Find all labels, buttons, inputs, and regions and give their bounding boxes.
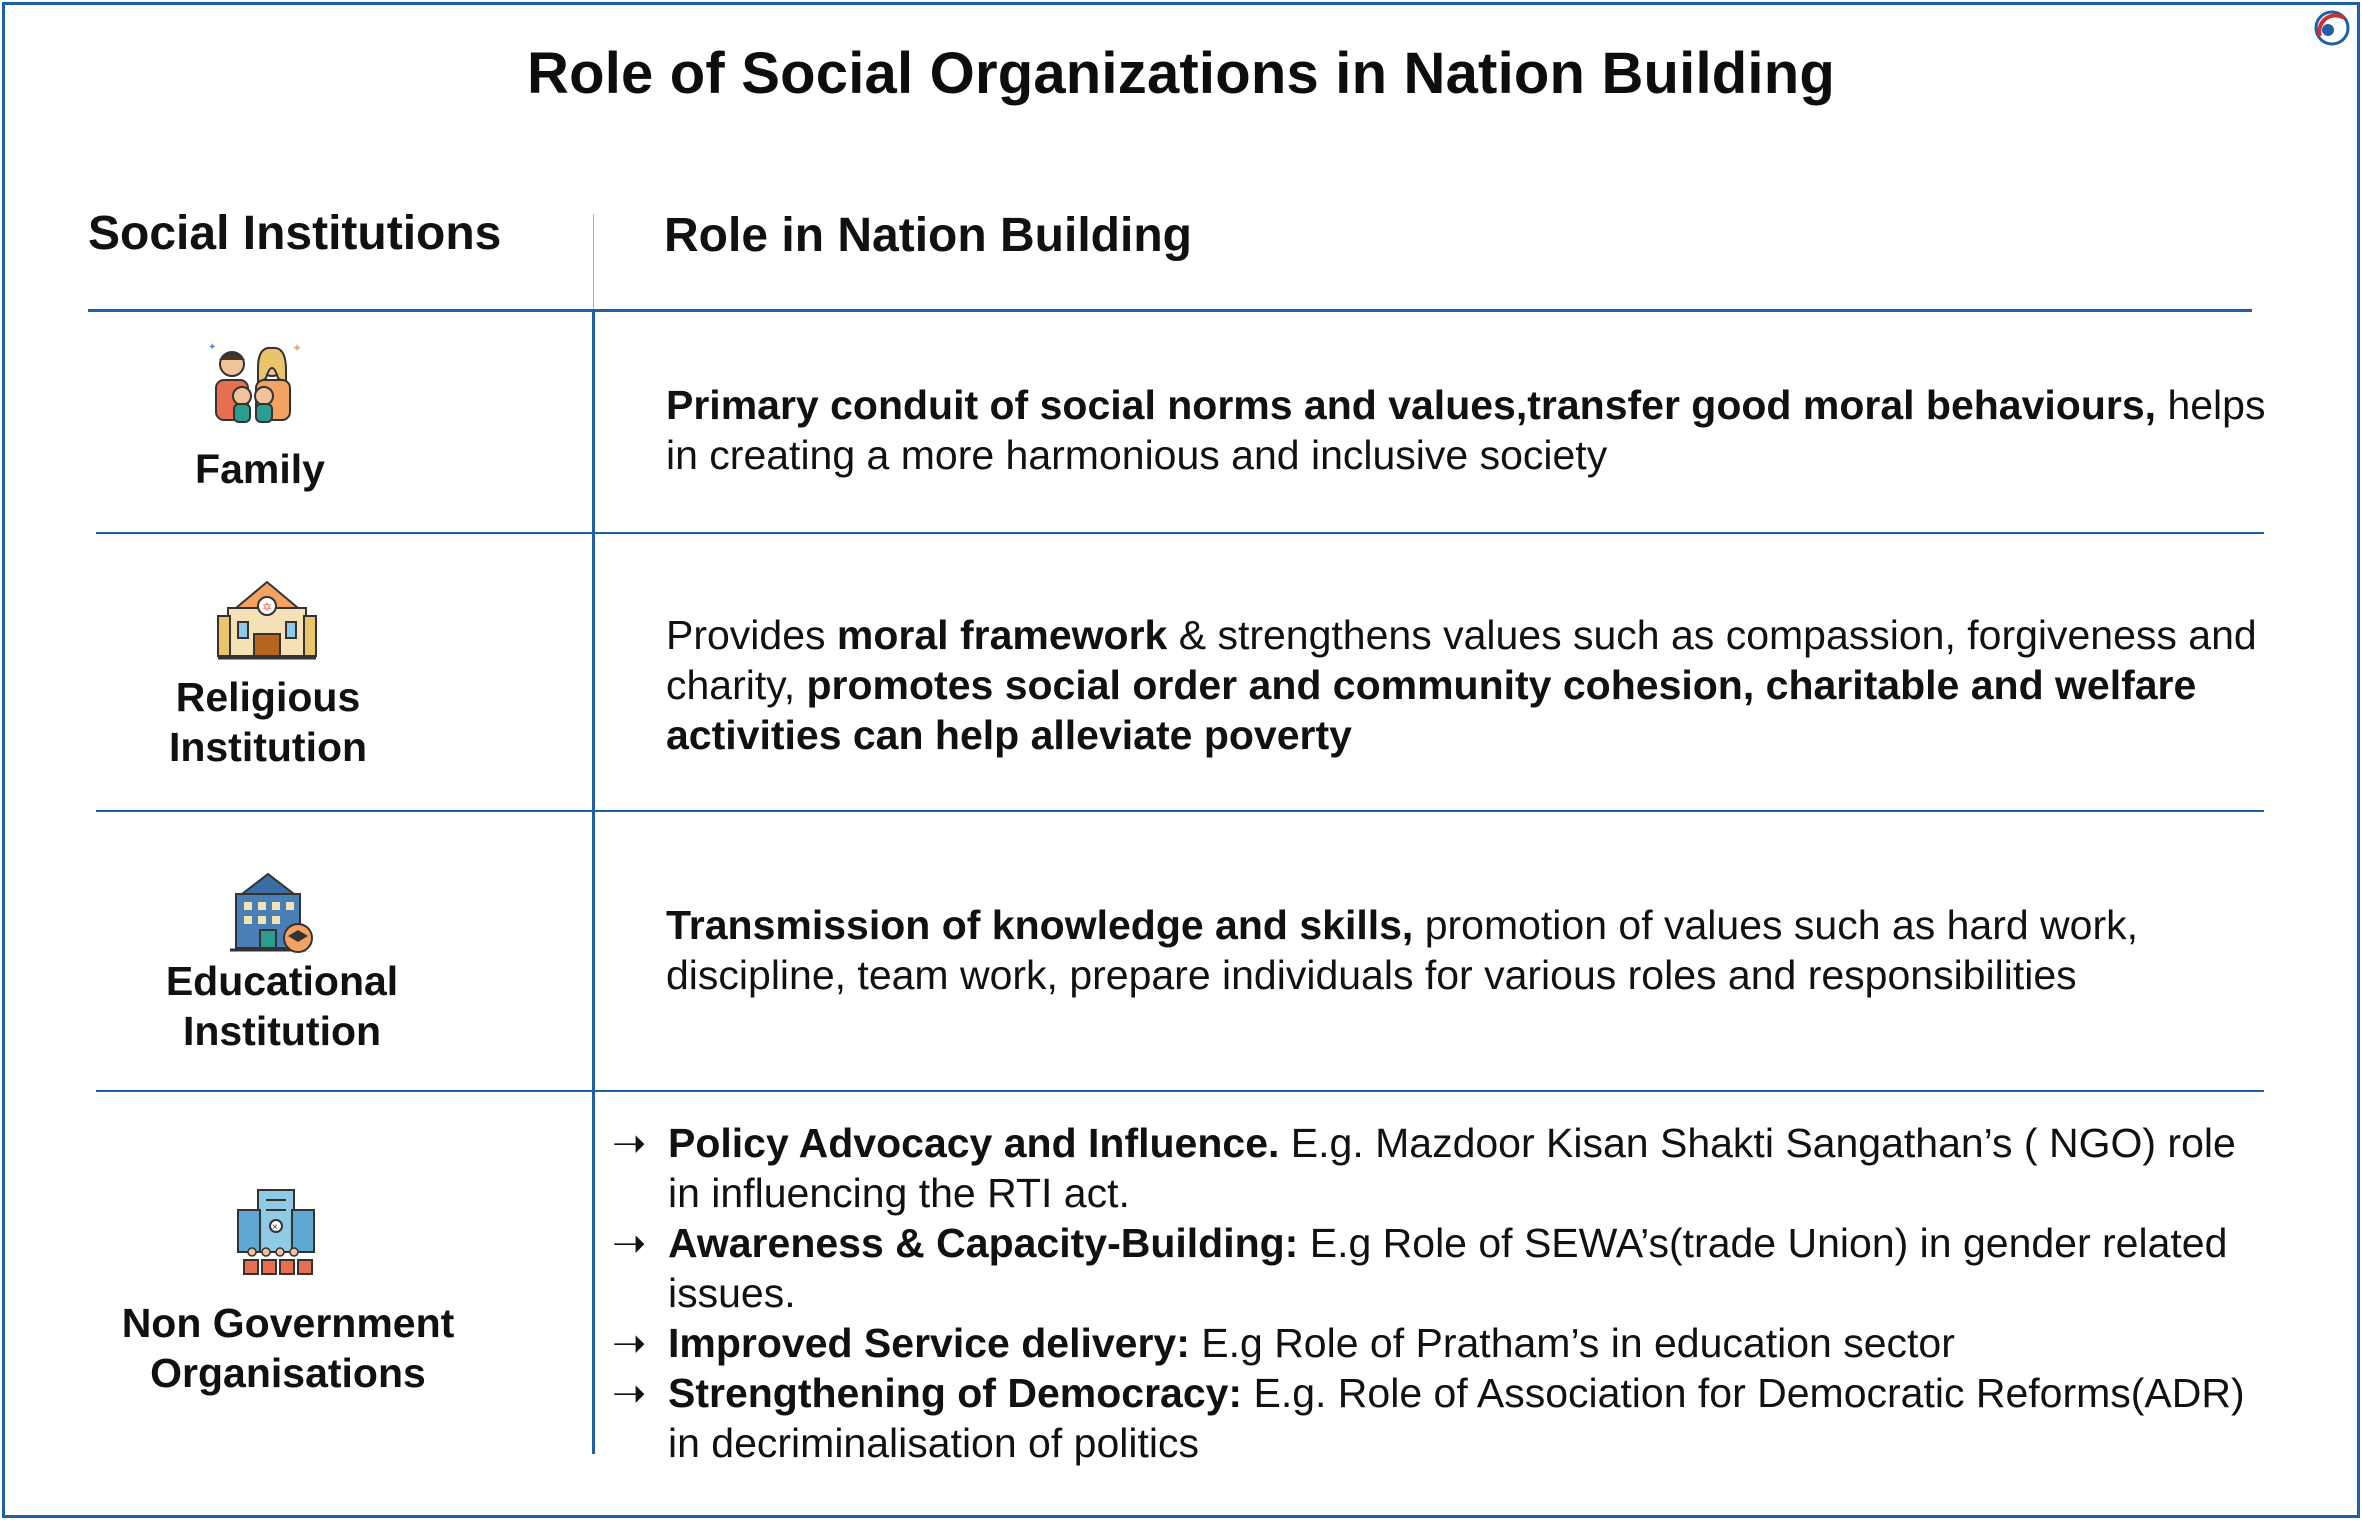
arrow-right-icon: ➝ — [612, 1220, 647, 1266]
svg-text:✦: ✦ — [292, 341, 303, 355]
column-divider — [592, 310, 595, 1454]
row-label-line: Non Government — [121, 1300, 455, 1346]
row-divider — [96, 1090, 2264, 1092]
svg-text:×: × — [272, 1222, 278, 1233]
row-label-line: Educational — [165, 958, 399, 1004]
role-text: Provides — [666, 612, 837, 658]
bullet-text-bold: Policy Advocacy and Influence. — [668, 1120, 1280, 1166]
bullet-text-bold: Strengthening of Democracy: — [668, 1370, 1243, 1416]
bullet-text: E.g. Mazdoor Kisan Shakti Sangathan’s ( NGO) role in influencing the RTI act. — [668, 1120, 2236, 1216]
role-text-bold: promotes social order and community cohesion, charitable and welfare activities can help alleviate poverty — [666, 662, 2197, 758]
role-educational — [666, 900, 2266, 1000]
page-title: Role of Social Organizations in Nation Building — [527, 41, 1835, 106]
role-religious — [666, 610, 2266, 760]
arrow-right-icon: ➝ — [612, 1120, 647, 1166]
row-divider — [96, 810, 2264, 812]
role-text: promotion of values such as hard work, discipline, team work, prepare individuals for various roles and responsibilities — [666, 902, 2138, 998]
office-building-icon — [230, 1186, 322, 1282]
row-label-line: Family — [195, 446, 325, 492]
arrow-right-icon: ➝ — [612, 1320, 647, 1366]
bullet-text-bold: Awareness & Capacity-Building: — [668, 1220, 1299, 1266]
temple-icon — [214, 578, 320, 664]
family-icon — [208, 340, 303, 430]
row-label-ngo — [88, 1298, 488, 1398]
row-label-educational — [110, 956, 454, 1056]
column-header-role: Role in Nation Building — [664, 209, 1192, 262]
row-label-line: Institution — [182, 1008, 382, 1054]
bullet-text-bold: Improved Service delivery: — [668, 1320, 1190, 1366]
column-header-institutions: Social Institutions — [88, 207, 502, 260]
school-building-icon — [228, 868, 316, 958]
svg-text:✡: ✡ — [262, 600, 273, 614]
row-divider — [88, 309, 2252, 312]
role-text-bold: Primary conduit of social norms and values,transfer good moral behaviours, — [666, 382, 2157, 428]
row-label-line: Religious — [175, 674, 361, 720]
svg-text:✦: ✦ — [208, 342, 217, 353]
ngo-role-list — [612, 1118, 2252, 1468]
role-text-bold: moral framework — [836, 612, 1168, 658]
arrow-right-icon: ➝ — [612, 1370, 647, 1416]
row-label-line: Institution — [168, 724, 368, 770]
bullet-text: E.g Role of SEWA’s(trade Union) in gender related issues. — [668, 1220, 2228, 1316]
role-family — [666, 380, 2266, 480]
list-item — [612, 1218, 2252, 1318]
row-label-line: Organisations — [150, 1350, 426, 1396]
list-item — [612, 1368, 2252, 1468]
row-label-religious — [96, 672, 440, 772]
header-divider — [593, 214, 594, 310]
bullet-text: E.g Role of Pratham’s in education sector — [1189, 1320, 1955, 1366]
row-divider — [96, 532, 2264, 534]
bullet-text: E.g. Role of Association for Democratic Reforms(ADR) in decriminalisation of politics — [668, 1370, 2245, 1466]
role-text-bold: Transmission of knowledge and skills, — [666, 902, 1414, 948]
row-label-family — [88, 444, 432, 494]
role-text: helps in creating a more harmonious and inclusive society — [666, 382, 2266, 478]
list-item — [612, 1118, 2252, 1218]
role-text: & strengthens values such as compassion, forgiveness and charity, — [666, 612, 2257, 708]
list-item — [612, 1318, 2252, 1368]
